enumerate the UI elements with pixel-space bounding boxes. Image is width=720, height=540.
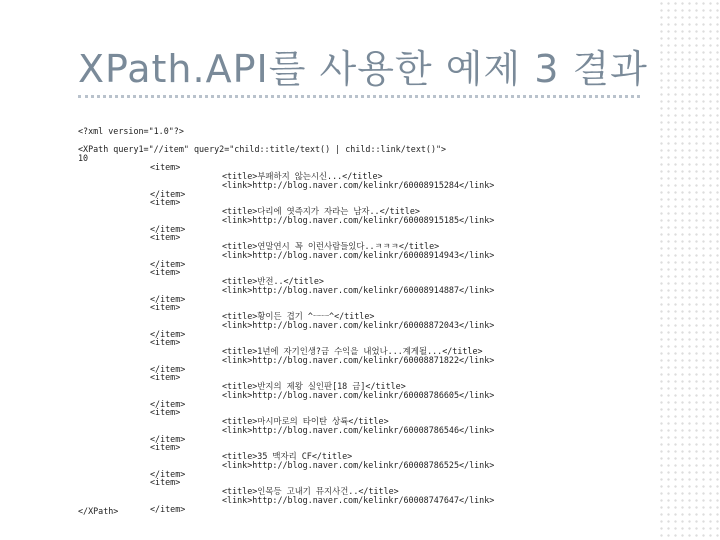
item-close-tag: </item> (150, 469, 186, 479)
item-title: <title>황이든 겹기 ^ㅡㅡ^</title> (222, 311, 375, 321)
item-open-tag: <item> (150, 232, 181, 242)
item-title: <title>1년에 자기인생?금 수익을 내었나...계게될...</title> (222, 346, 483, 356)
item-title: <title>반지의 제왕 실인판[18 금]</title> (222, 381, 406, 391)
item-link: <link>http://blog.naver.com/kelinkr/60008915284</link> (222, 180, 495, 190)
item-open-tag: <item> (150, 197, 181, 207)
item-title: <title>35 맥자리 CF</title> (222, 451, 353, 461)
item-title: <title>연말연시 꼭 이런사람들있다..ㅋㅋㅋ</title> (222, 241, 440, 251)
item-link: <link>http://blog.naver.com/kelinkr/60008871822</link> (222, 355, 495, 365)
item-title: <title>부패하지 않는시신...</title> (222, 171, 383, 181)
item-link: <link>http://blog.naver.com/kelinkr/60008915185</link> (222, 215, 495, 225)
item-open-tag: <item> (150, 302, 181, 312)
item-link: <link>http://blog.naver.com/kelinkr/60008786525</link> (222, 460, 495, 470)
item-close-tag: </item> (150, 224, 186, 234)
item-title: <title>인목등 고내기 뮤지사건..</title> (222, 486, 399, 496)
item-open-tag: <item> (150, 407, 181, 417)
item-link: <link>http://blog.naver.com/kelinkr/60008786605</link> (222, 390, 495, 400)
item-title: <title>반전..</title> (222, 276, 324, 286)
item-close-tag: </item> (150, 399, 186, 409)
item-close-tag: </item> (150, 189, 186, 199)
item-link: <link>http://blog.naver.com/kelinkr/60008747647</link> (222, 495, 495, 505)
item-title: <title>마시마로의 타이탄 상륙</title> (222, 416, 389, 426)
item-close-tag: </item> (150, 294, 186, 304)
item-open-tag: <item> (150, 337, 181, 347)
item-close-tag: </item> (150, 364, 186, 374)
item-link: <link>http://blog.naver.com/kelinkr/60008914887</link> (222, 285, 495, 295)
item-close-tag: </item> (150, 504, 186, 514)
xml-root-close: </XPath> (78, 506, 119, 516)
item-open-tag: <item> (150, 372, 181, 382)
item-open-tag: <item> (150, 267, 181, 277)
item-link: <link>http://blog.naver.com/kelinkr/60008786546</link> (222, 425, 495, 435)
item-open-tag: <item> (150, 477, 181, 487)
xml-declaration: <?xml version="1.0"?> (78, 126, 184, 136)
item-close-tag: </item> (150, 329, 186, 339)
item-close-tag: </item> (150, 434, 186, 444)
page-title: XPath.API를 사용한 예제 3 결과 (78, 47, 648, 91)
xml-root-open: <XPath query1="//item" query2="child::title/text() | child::link/text()"> (78, 144, 447, 154)
item-open-tag: <item> (150, 442, 181, 452)
xml-count: 10 (78, 153, 89, 163)
item-title: <title>다리에 엿즉지가 자라는 남자..</title> (222, 206, 420, 216)
item-close-tag: </item> (150, 259, 186, 269)
item-open-tag: <item> (150, 162, 181, 172)
item-link: <link>http://blog.naver.com/kelinkr/60008872043</link> (222, 320, 495, 330)
item-link: <link>http://blog.naver.com/kelinkr/60008914943</link> (222, 250, 495, 260)
